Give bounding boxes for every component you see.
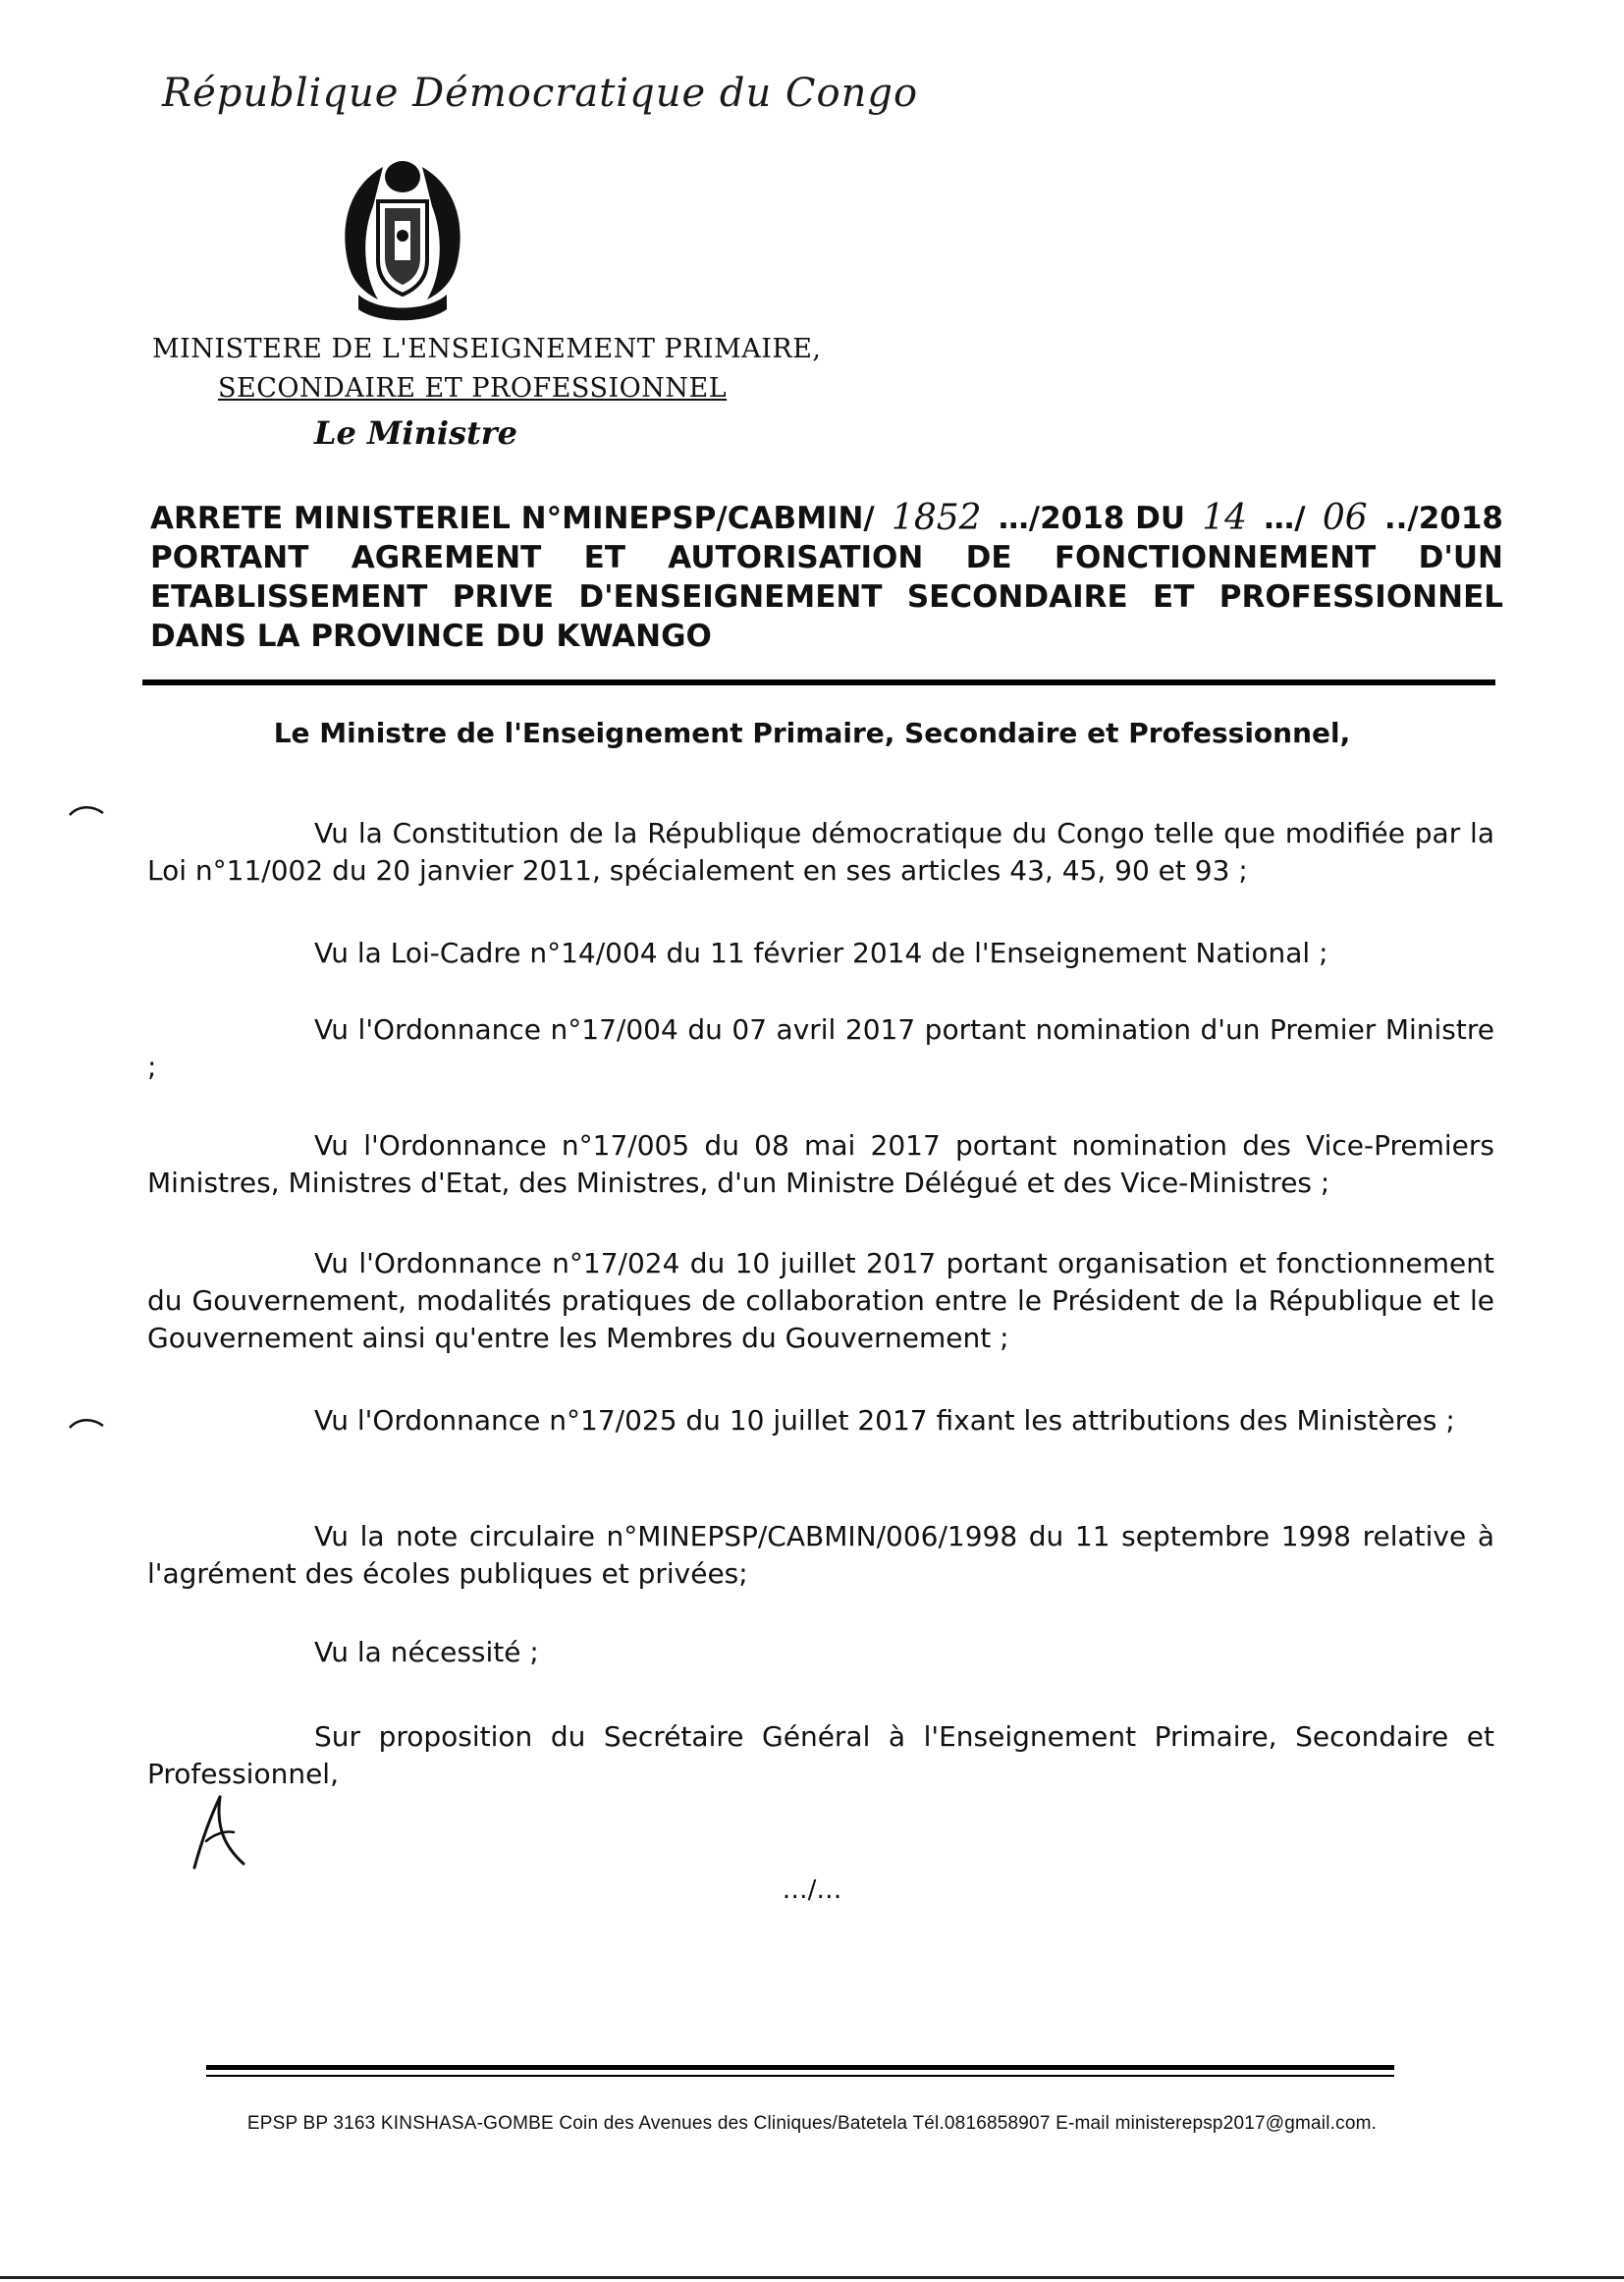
paragraph-ordonnance-17-005: Vu l'Ordonnance n°17/005 du 08 mai 2017 portant nomination des Vice-Premiers Ministres, Ministres d'Etat, des Ministres, d'un Ministre Délégué et des Vice-Ministres ;: [147, 1129, 1494, 1199]
paragraph-ordonnance-17-004: Vu l'Ordonnance n°17/004 du 07 avril 2017 portant nomination d'un Premier Ministre ;: [147, 1013, 1494, 1083]
title-divider: [142, 679, 1495, 685]
continuation-mark: …/…: [782, 1875, 842, 1905]
decree-province: DANS LA PROVINCE DU KWANGO: [150, 619, 712, 654]
decree-title: [150, 499, 1503, 656]
margin-tick-mark: [67, 803, 106, 817]
paragraph-necessite: Vu la nécessité ;: [314, 1636, 539, 1668]
republic-heading: République Démocratique du Congo: [162, 71, 919, 116]
footer-divider-thin: [206, 2075, 1394, 2077]
ministry-name-line2: SECONDAIRE ET PROFESSIONNEL: [218, 373, 728, 404]
ministry-name-line1: MINISTERE DE L'ENSEIGNEMENT PRIMAIRE,: [152, 334, 822, 364]
decree-prefix: ARRETE MINISTERIEL N°MINEPSP/CABMIN/: [150, 501, 875, 536]
paragraph-loi-cadre: Vu la Loi-Cadre n°14/004 du 11 février 2014 de l'Enseignement National ;: [314, 937, 1328, 969]
decree-date-separator: …/: [1264, 501, 1306, 536]
footer-divider-thick: [206, 2065, 1394, 2070]
paragraph-constitution: Vu la Constitution de la République démocratique du Congo telle que modifiée par la Loi n°11/002 du 20 janvier 2011, spécialement en ses articles 43, 45, 90 et 93 ;: [147, 817, 1494, 887]
paragraph-ordonnance-17-025: Vu l'Ordonnance n°17/025 du 10 juillet 2017 fixant les attributions des Ministères ;: [314, 1404, 1455, 1437]
signatory-title: Le Ministre: [314, 414, 518, 452]
decree-day-handwritten: 14: [1202, 498, 1248, 538]
decree-month-handwritten: 06: [1322, 498, 1368, 538]
paragraph-proposition: Sur proposition du Secrétaire Général à l'Enseignement Primaire, Secondaire et Professionnel,: [147, 1720, 1494, 1790]
decree-year-du: …/2018 DU: [998, 501, 1186, 536]
decree-subject: PORTANT AGREMENT ET AUTORISATION DE FONCTIONNEMENT D'UN ETABLISSEMENT PRIVE D'ENSEIGNEMENT SECONDAIRE ET PROFESSIONNEL: [150, 540, 1503, 615]
paragraph-note-circulaire: Vu la note circulaire n°MINEPSP/CABMIN/006/1998 du 11 septembre 1998 relative à l'agrément des écoles publiques et privées;: [147, 1520, 1494, 1590]
margin-tick-mark: [67, 1416, 106, 1430]
decree-year: ../2018: [1383, 501, 1503, 536]
footer-address: EPSP BP 3163 KINSHASA-GOMBE Coin des Avenues des Cliniques/Batetela Tél.0816858907 E-mail ministerepsp2017@gmail.com.: [246, 2113, 1378, 2134]
coat-of-arms-icon: [324, 147, 481, 324]
page-bottom-edge: [0, 2276, 1624, 2279]
paragraph-ordonnance-17-024: Vu l'Ordonnance n°17/024 du 10 juillet 2017 portant organisation et fonctionnement du Gouvernement, modalités pratiques de collaboration entre le Président de la République et le Gouvernement ainsi qu'entre les Membres du Gouvernement ;: [147, 1247, 1494, 1354]
minister-heading: Le Ministre de l'Enseignement Primaire, Secondaire et Professionnel,: [273, 717, 1351, 749]
decree-number-line: [150, 499, 1503, 538]
handwritten-initial: [187, 1787, 255, 1875]
decree-number-handwritten: 1852: [891, 498, 982, 538]
